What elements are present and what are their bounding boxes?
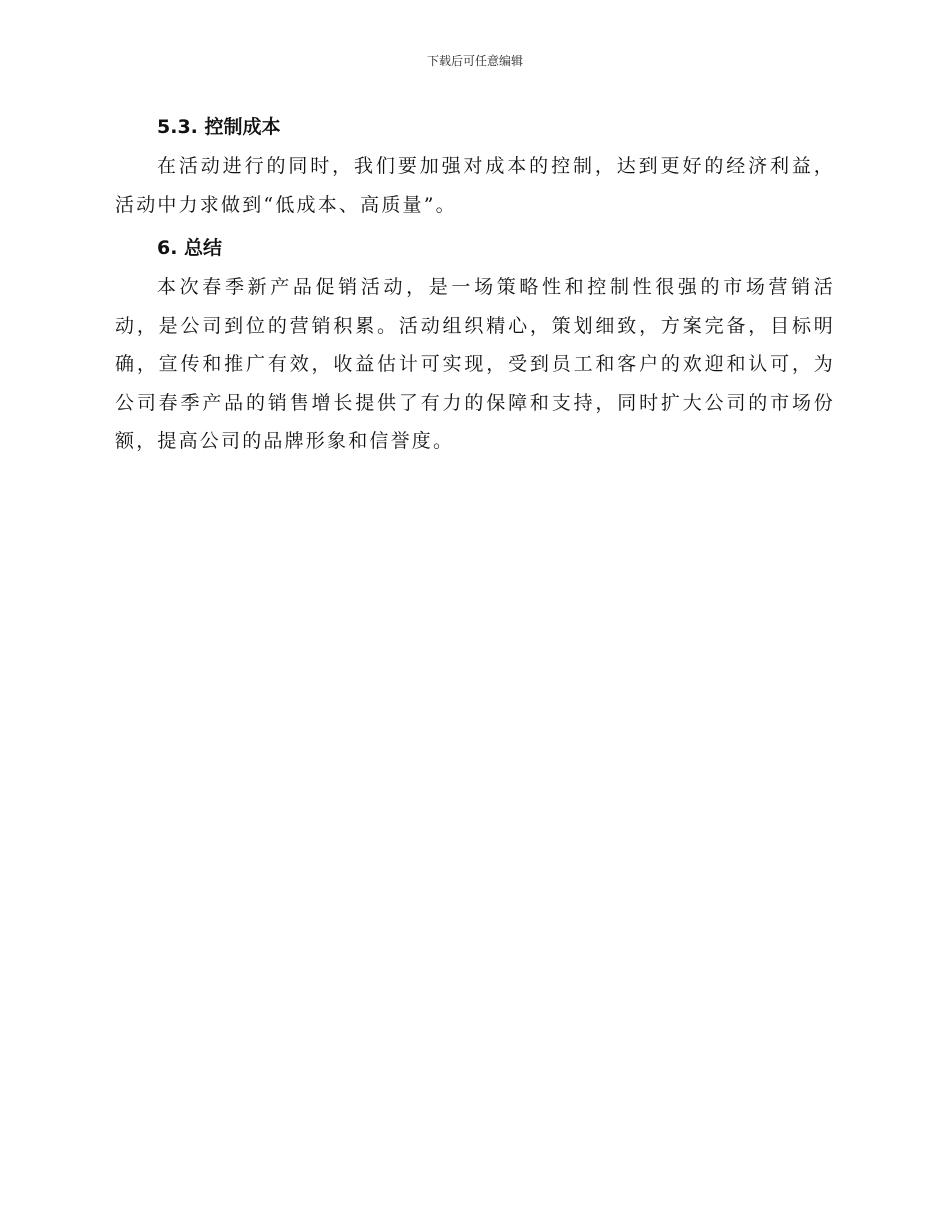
section-heading-summary: 6. 总结	[157, 237, 223, 259]
section-heading-cost-control: 5.3. 控制成本	[157, 116, 281, 138]
section-paragraph-summary: 本次春季新产品促销活动，是一场策略性和控制性很强的市场营销活动，是公司到位的营销积累。活动组织精心，策划细致，方案完备，目标明确，宣传和推广有效，收益估计可实现，受到员工和客户的欢迎和认可，为公司春季产品的销售增长提供了有力的保障和支持，同时扩大公司的市场份额，提高公司的品牌形象和信誉度。	[115, 276, 835, 452]
document-content	[115, 111, 835, 461]
page-header: 下载后可任意编辑	[426, 54, 523, 68]
section-paragraph-cost-control: 在活动进行的同时，我们要加强对成本的控制，达到更好的经济利益，活动中力求做到“低成本、高质量”。	[115, 155, 835, 216]
